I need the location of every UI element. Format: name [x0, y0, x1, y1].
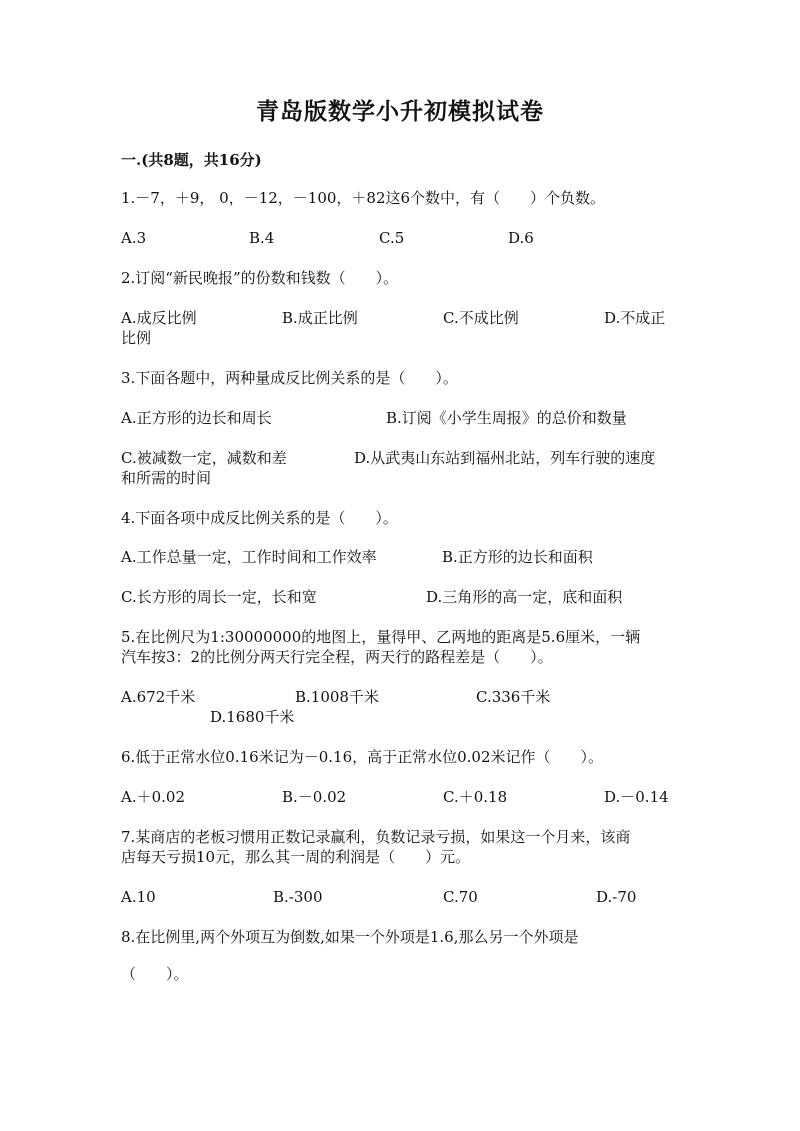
question-4-option-a: A.工作总量一定，工作时间和工作效率: [121, 548, 377, 566]
question-6-option-d: D.－0.14: [604, 788, 669, 806]
section-heading: 一.(共8题，共16分): [121, 151, 262, 169]
question-7-stem-line-1: 7.某商店的老板习惯用正数记录赢利，负数记录亏损，如果这一个月来，该商: [121, 828, 631, 846]
question-4-option-d: D.三角形的高一定，底和面积: [426, 588, 623, 606]
question-2-option-a: A.成反比例: [121, 309, 197, 327]
question-2-option-c: C.不成比例: [443, 309, 519, 327]
question-6-stem: 6.低于正常水位0.16米记为－0.16，高于正常水位0.02米记作（ ）。: [121, 748, 604, 766]
question-2-option-d: D.不成正: [604, 309, 666, 327]
question-5-stem-line-2: 汽车按3：2的比例分两天行完全程，两天行的路程差是（ ）。: [121, 648, 553, 666]
question-3-option-b: B.订阅《小学生周报》的总价和数量: [386, 409, 627, 427]
question-1-stem: 1.－7，＋9， 0，－12，－100，＋82这6个数中，有（ ）个负数。: [121, 189, 606, 207]
question-3-stem: 3.下面各题中，两种量成反比例关系的是（ ）。: [121, 369, 458, 387]
question-4-stem: 4.下面各项中成反比例关系的是（ ）。: [121, 509, 398, 527]
question-3-option-c: C.被减数一定，减数和差: [121, 449, 287, 467]
question-8-stem-line-2: （ ）。: [121, 965, 189, 983]
question-2-option-continuation: 比例: [121, 329, 152, 347]
question-2-stem: 2.订阅“新民晚报”的份数和钱数（ ）。: [121, 269, 399, 287]
question-1-option-c: C.5: [379, 229, 405, 247]
question-4-option-b: B.正方形的边长和面积: [442, 548, 593, 566]
question-3-option-d: D.从武夷山东站到福州北站，列车行驶的速度: [354, 449, 656, 467]
question-5-stem-line-1: 5.在比例尺为1:30000000的地图上，量得甲、乙两地的距离是5.6厘米，一辆: [121, 628, 641, 646]
question-1-option-d: D.6: [508, 229, 534, 247]
question-7-option-b: B.-300: [273, 888, 323, 906]
question-5-option-d: D.1680千米: [210, 708, 295, 726]
page-title: 青岛版数学小升初模拟试卷: [256, 98, 544, 125]
question-5-option-c: C.336千米: [476, 688, 551, 706]
question-7-option-c: C.70: [443, 888, 478, 906]
question-6-option-b: B.－0.02: [282, 788, 347, 806]
question-1-option-b: B.4: [249, 229, 275, 247]
question-4-option-c: C.长方形的周长一定，长和宽: [121, 588, 317, 606]
question-7-stem-line-2: 店每天亏损10元，那么其一周的利润是（ ）元。: [121, 848, 471, 866]
question-8-stem-line-1: 8.在比例里,两个外项互为倒数,如果一个外项是1.6,那么另一个外项是: [121, 928, 579, 946]
question-1-option-a: A.3: [121, 229, 147, 247]
question-5-option-b: B.1008千米: [295, 688, 379, 706]
question-7-option-d: D.-70: [596, 888, 637, 906]
question-7-option-a: A.10: [121, 888, 156, 906]
question-3-option-a: A.正方形的边长和周长: [121, 409, 272, 427]
question-6-option-a: A.＋0.02: [121, 788, 185, 806]
question-2-option-b: B.成正比例: [282, 309, 358, 327]
question-5-option-a: A.672千米: [121, 688, 196, 706]
question-6-option-c: C.＋0.18: [443, 788, 508, 806]
question-3-option-continuation: 和所需的时间: [121, 469, 212, 487]
